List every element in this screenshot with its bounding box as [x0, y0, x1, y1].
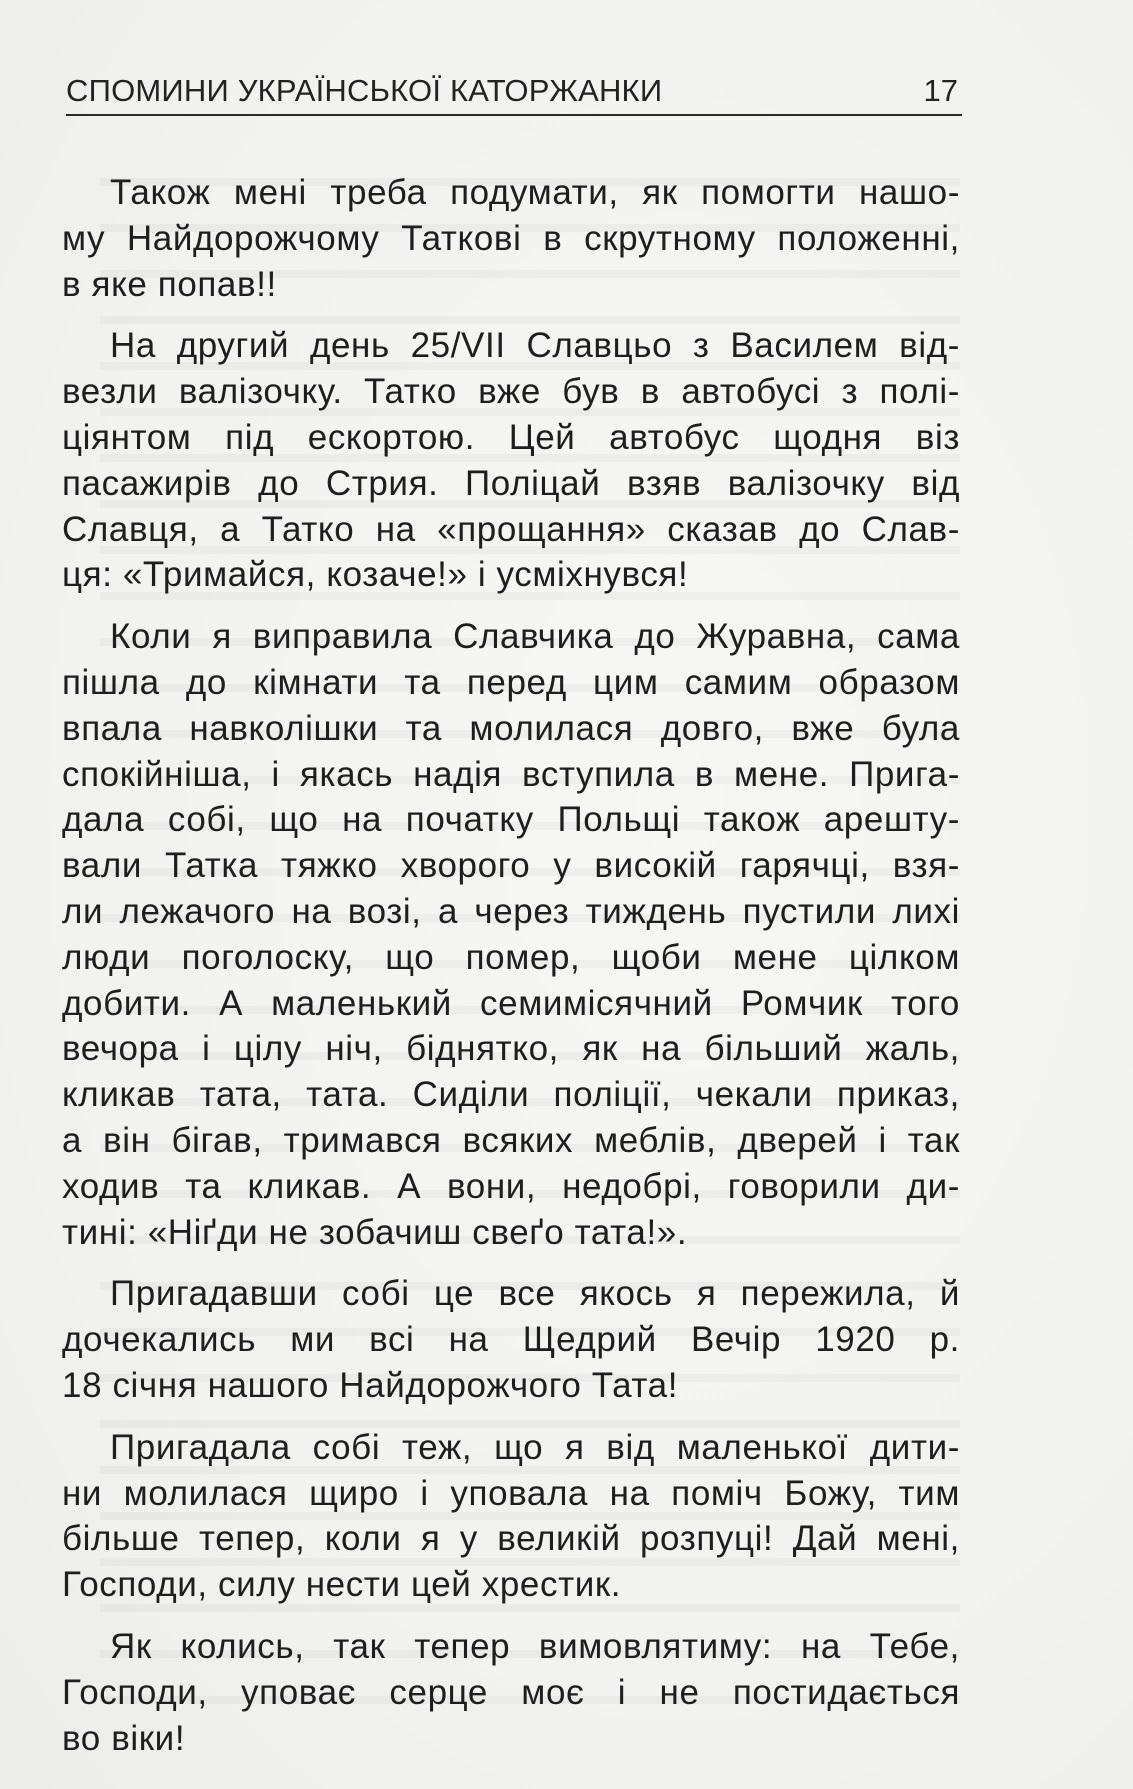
- text-line: дала собі, що на початку Польщі також арешту-: [62, 800, 960, 840]
- text-line: більше тепер, коли я у великій розпуці! Дай мені,: [62, 1519, 960, 1559]
- text-line: Також мені треба подумати, як помогти нашо-: [110, 173, 960, 212]
- text-line: кликав тата, тата. Сиділи поліції, чекали приказ,: [62, 1075, 960, 1115]
- text-line: вали Татка тяжко хворого у високій гарячці, взя-: [62, 846, 960, 886]
- text-line: Пригадавши собі це все якось я пережила, й: [110, 1274, 960, 1314]
- text-line: пасажирів до Стрия. Поліцай взяв валізочку від: [62, 463, 960, 503]
- running-header: [66, 68, 962, 116]
- text-line: пішла до кімнати та перед цим самим образом: [62, 662, 960, 702]
- text-line: во віки!: [62, 1718, 186, 1758]
- paragraph: [62, 170, 960, 307]
- text-line: му Найдорожчому Таткові в скрутному положенні,: [62, 218, 960, 258]
- paragraph: [62, 1425, 960, 1608]
- text-line: вечора і цілу ніч, біднятко, як на більший жаль,: [62, 1029, 960, 1069]
- text-line: люди поголоску, що помер, щоби мене цілком: [62, 937, 960, 977]
- text-line: ли лежачого на возі, а через тиждень пустили лихі: [62, 891, 960, 931]
- text-line: добити. А маленький семимісячний Ромчик того: [62, 983, 960, 1023]
- paragraph: [62, 1271, 960, 1408]
- text-line: спокійніша, і якась надія вступила в мене. Прига-: [62, 754, 960, 794]
- text-line: ходив та кликав. А вони, недобрі, говорили ди-: [62, 1166, 960, 1206]
- text-line: в яке попав!!: [62, 264, 277, 304]
- paragraph: [62, 614, 960, 1255]
- text-line: ни молилася щиро і уповала на поміч Божу, тим: [62, 1473, 960, 1513]
- text-line: ця: «Тримайся, козаче!» і усміхнувся!: [62, 555, 689, 595]
- paragraph: [62, 1624, 960, 1761]
- paragraph: [62, 323, 960, 598]
- text-line: Пригадала собі теж, що я від маленької дити-: [110, 1427, 960, 1467]
- text-line: Славця, а Татко на «прощання» сказав до Слав-: [62, 509, 960, 549]
- page-number: 17: [923, 73, 958, 108]
- text-line: тині: «Ніґди не зобачиш свеґо тата!».: [62, 1212, 688, 1252]
- text-line: Господи, уповає серце моє і не постидається: [62, 1672, 960, 1712]
- text-line: Як колись, так тепер вимовлятиму: на Тебе,: [110, 1626, 960, 1666]
- text-line: Коли я виправила Славчика до Журавна, сама: [110, 617, 960, 657]
- text-line: дочекались ми всі на Щедрий Вечір 1920 р.: [62, 1320, 960, 1360]
- text-line: ціянтом під ескортою. Цей автобус щодня віз: [62, 417, 960, 457]
- text-line: везли валізочку. Татко вже був в автобусі з полі-: [62, 372, 960, 412]
- text-line: Господи, силу нести цей хрестик.: [62, 1565, 622, 1605]
- running-title: СПОМИНИ УКРАЇНСЬКОЇ КАТОРЖАНКИ: [66, 73, 663, 108]
- text-line: впала навколішки та молилася довго, вже була: [62, 708, 960, 748]
- text-line: На другий день 25/VII Славцьо з Василем від-: [110, 326, 960, 366]
- text-line: 18 січня нашого Найдорожчого Тата!: [62, 1365, 679, 1405]
- text-line: а він бігав, тримався всяких меблів, дверей і так: [62, 1120, 960, 1160]
- body-text: [62, 170, 960, 1761]
